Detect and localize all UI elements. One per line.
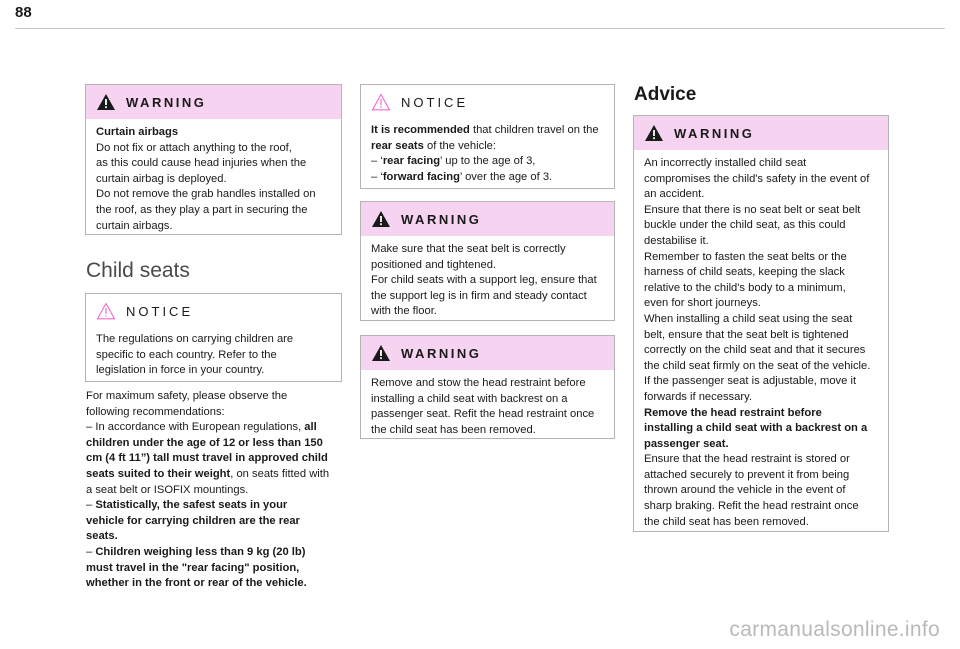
text-run: – In accordance with European regulations, [86,421,305,434]
text-line [644,452,878,468]
text-run: that children travel on the [469,124,599,136]
text-line [86,576,348,592]
notice-box-regulations [85,293,342,382]
warning-header [361,336,614,370]
text-line [86,561,348,577]
text-line [644,374,878,390]
bold-text: installing a child seat with a backrest on a [644,422,868,435]
text-line [644,483,878,499]
bold-text: cm (4 ft 11”) tall must travel in approved child [86,452,328,465]
text-run: a seat belt or ISOFIX mountings. [86,483,249,496]
text-run: ’ over the age of 3. [459,170,553,183]
warning-title: WARNING [126,94,207,110]
warning-title: WARNING [674,125,755,141]
text-run: buckle under the child seat, as this could [644,219,846,232]
text-line [644,437,878,453]
notice-box-rear-seats [360,84,615,189]
text-run: specific to each country. Refer to the [96,348,277,361]
text-line [371,289,604,305]
text-run: correctly on the child seat and that it secures [644,344,866,357]
text-line [86,529,348,545]
text-line [644,172,878,188]
text-line [371,423,604,439]
text-run: following recommendations: [86,405,225,418]
text-run: legislation in force in your country. [96,364,265,377]
warning-box-curtain-airbags [85,84,342,235]
text-run: belt, ensure that the seat belt is tightened [644,328,849,341]
text-run: passenger seat. Refit the head restraint once [371,408,595,421]
text-run: Remove and stow the head restraint before [371,377,586,389]
text-run: even for short journeys. [644,297,761,310]
warning-icon [644,124,664,142]
warning-body [361,370,614,446]
text-run: of the vehicle: [423,139,497,152]
child-seat-recommendations [86,389,348,592]
warning-header [86,85,341,119]
text-run: attached securely to prevent it from being [644,468,850,481]
text-line [96,156,331,172]
text-run: ’ up to the age of 3, [440,155,536,168]
notice-body [86,328,341,387]
bold-text: Children weighing less than 9 kg (20 lb) [95,545,306,558]
text-run: positioned and tightened. [371,258,497,271]
text-line [86,467,348,483]
text-line [644,406,878,422]
text-run: destabilise it. [644,234,709,247]
text-run: the roof, as they play a part in securing the [96,203,308,216]
text-line [86,405,348,421]
text-line [644,359,878,375]
text-run: the child seat firmly on the seat of the vehicle. [644,359,871,372]
warning-header [634,116,888,150]
text-line [86,483,348,499]
notice-header [361,85,614,119]
notice-title: NOTICE [401,94,469,110]
text-run: Make sure that the seat belt is correctly [371,243,566,255]
text-line [371,304,604,320]
text-line [644,296,878,312]
bold-text: seats. [86,530,118,543]
warning-body [634,150,888,538]
text-line [644,281,878,297]
text-run: with the floor. [371,305,437,318]
notice-body [361,119,614,193]
top-divider [15,28,945,29]
text-line [96,125,331,141]
text-line [371,407,604,423]
page-number: 88 [15,4,32,21]
text-line [644,156,878,172]
text-line [371,258,604,274]
text-run: thrown around the vehicle in the event of [644,484,846,497]
notice-icon [371,93,391,111]
text-line [644,218,878,234]
text-line [96,363,331,379]
warning-box-seat-belt [360,201,615,321]
text-line [96,219,331,235]
text-line [371,123,604,139]
bold-text: It is recommended [371,124,470,136]
text-line [86,514,348,530]
text-line [644,390,878,406]
text-line [86,420,348,436]
text-run: – [86,545,96,558]
text-run: the child seat has been removed. [644,515,809,528]
text-line [96,141,331,157]
section-heading-child-seats: Child seats [86,259,190,282]
text-run: An incorrectly installed child seat [644,157,807,169]
notice-icon [96,302,116,320]
text-line [96,203,331,219]
text-line [86,389,348,405]
text-run: Do not remove the grab handles installed on [96,188,316,201]
text-line [644,265,878,281]
text-line [86,498,348,514]
notice-header [86,294,341,328]
text-run: the child seat has been removed. [371,423,536,436]
bold-text: must travel in the "rear facing" position, [86,561,300,574]
warning-box-head-restraint [360,335,615,439]
section-heading-advice: Advice [634,84,697,105]
text-run: – ‘ [371,155,383,168]
text-run: relative to the child's body to a minimum, [644,281,846,294]
text-run: forwards if necessary. [644,390,752,403]
text-run: installing a child seat with backrest on a [371,392,568,405]
text-run: as this could cause head injuries when the [96,157,307,170]
text-run: compromises the child's safety in the event of [644,172,870,185]
text-run: When installing a child seat using the seat [644,312,853,325]
text-line [644,421,878,437]
notice-title: NOTICE [126,303,194,319]
text-run: – [86,499,96,512]
warning-box-advice [633,115,889,532]
text-run: curtain airbags. [96,219,173,232]
text-line [371,273,604,289]
text-line [644,187,878,203]
text-line [644,328,878,344]
text-run: Ensure that there is no seat belt or seat belt [644,203,861,216]
warning-icon [371,210,391,228]
warning-icon [371,344,391,362]
text-run: sharp braking. Refit the head restraint once [644,500,859,513]
warning-body [361,236,614,328]
text-line [644,312,878,328]
bold-text: rear facing [382,155,441,168]
bold-text: Curtain airbags [96,126,179,138]
text-run: harness of child seats, keeping the slack [644,266,845,279]
text-line [644,468,878,484]
text-run: , on seats fitted with [230,467,330,480]
bold-text: forward facing [382,170,460,183]
text-line [371,154,604,170]
text-line [86,436,348,452]
text-line [96,332,331,348]
text-line [371,170,604,186]
text-line [96,172,331,188]
text-line [644,250,878,266]
bold-text: passenger seat. [644,437,729,450]
warning-icon [96,93,116,111]
text-run: curtain airbag is deployed. [96,172,227,185]
text-line [644,499,878,515]
text-line [644,343,878,359]
text-line [371,392,604,408]
text-line [644,515,878,531]
bold-text: children under the age of 12 or less than 150 [86,436,323,449]
warning-body [86,119,341,242]
bold-text: Statistically, the safest seats in your [95,499,288,512]
text-line [86,545,348,561]
watermark: carmanualsonline.info [729,618,940,641]
text-line [371,376,604,392]
bold-text: rear seats [371,139,424,152]
text-line [644,203,878,219]
warning-header [361,202,614,236]
text-run: For child seats with a support leg, ensure that [371,274,597,287]
text-run: The regulations on carrying children are [96,333,294,345]
text-line [86,451,348,467]
text-line [371,242,604,258]
text-run: Ensure that the head restraint is stored or [644,453,850,466]
warning-title: WARNING [401,345,482,361]
text-run: Remember to fasten the seat belts or the [644,250,847,263]
bold-text: whether in the front or rear of the vehicle. [86,577,307,590]
text-run: the support leg is in firm and steady contact [371,289,587,302]
bold-text: all [304,421,317,434]
text-line [96,187,331,203]
text-line [644,234,878,250]
text-run: If the passenger seat is adjustable, move it [644,375,857,388]
warning-title: WARNING [401,211,482,227]
bold-text: seats suited to their weight [86,467,231,480]
text-run: Do not fix or attach anything to the roof, [96,141,292,154]
bold-text: vehicle for carrying children are the rear [86,514,300,527]
text-run: an accident. [644,188,705,201]
text-run: – ‘ [371,170,383,183]
bold-text: Remove the head restraint before [644,406,822,419]
text-run: For maximum safety, please observe the [86,390,288,402]
text-line [371,139,604,155]
text-line [96,348,331,364]
